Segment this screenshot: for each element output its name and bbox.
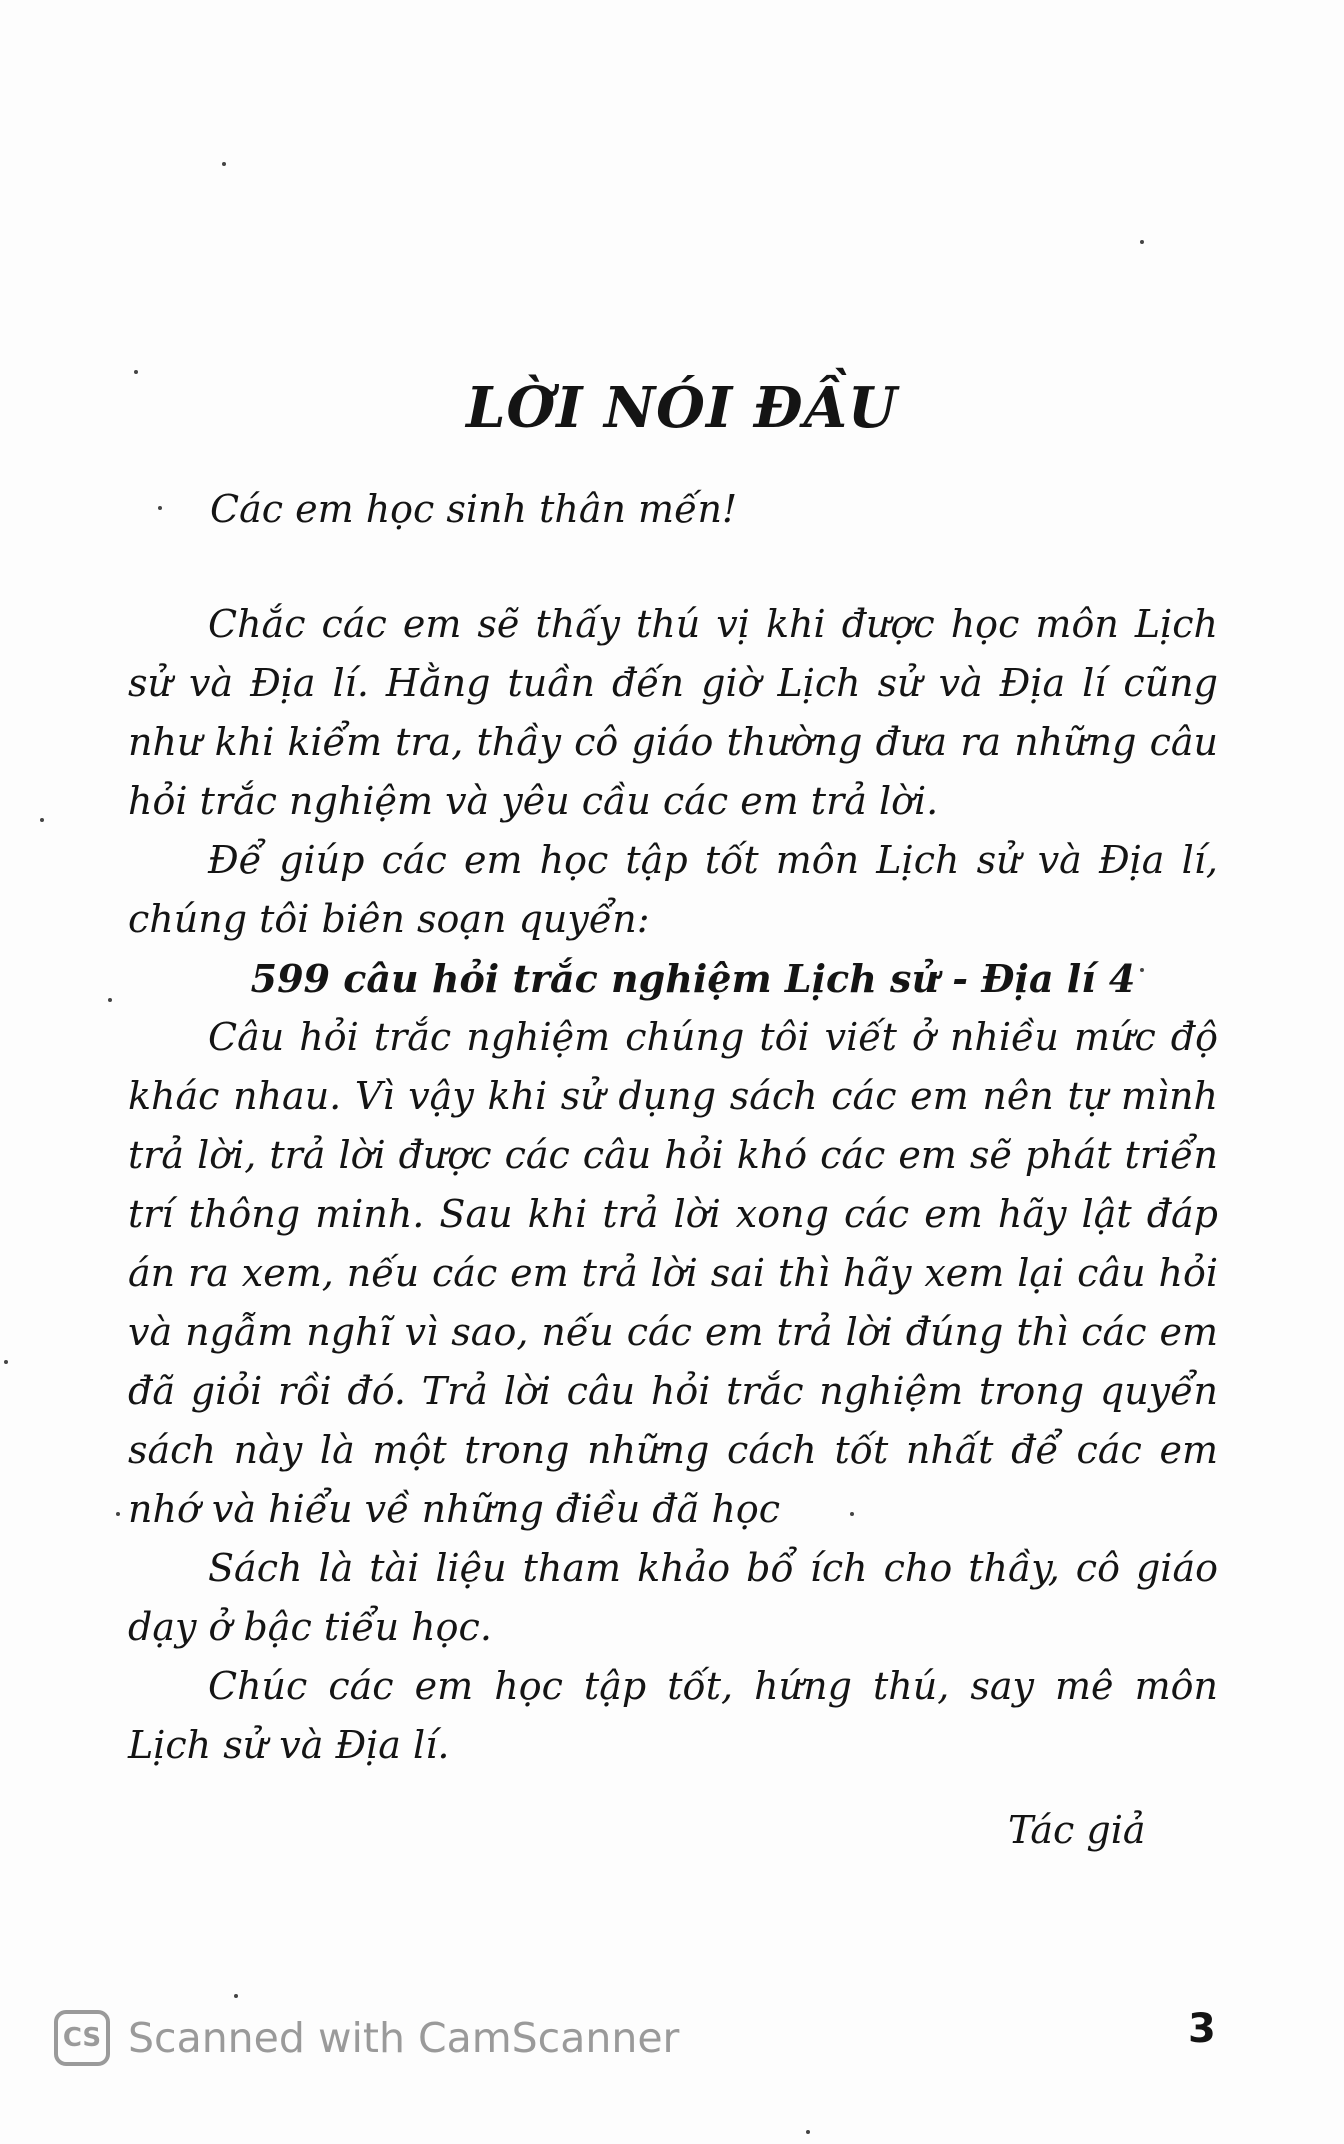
scan-speck bbox=[4, 1360, 8, 1364]
paragraph-gap bbox=[128, 539, 1218, 595]
paragraph-4: Sách là tài liệu tham khảo bổ ích cho thầy, cô giáo dạy ở bậc tiểu học. bbox=[128, 1546, 1218, 1649]
scan-speck bbox=[1140, 240, 1144, 244]
scan-speck bbox=[108, 998, 112, 1002]
scan-speck bbox=[40, 818, 44, 822]
scan-speck bbox=[116, 1512, 120, 1516]
camscanner-watermark bbox=[54, 2010, 679, 2066]
scan-speck bbox=[806, 2130, 810, 2134]
scan-speck bbox=[158, 506, 162, 510]
paragraph-1: Chắc các em sẽ thấy thú vị khi được học môn Lịch sử và Địa lí. Hằng tuần đến giờ Lịch sử và Địa lí cũng như khi kiểm tra, thầy cô giáo thường đưa ra những câu hỏi trắc nghiệm và yêu cầu các em trả lời. bbox=[128, 602, 1218, 823]
watermark-text: Scanned with CamScanner bbox=[128, 2014, 680, 2062]
author-signature: Tác giả bbox=[1008, 1808, 1146, 1852]
preface-body bbox=[128, 480, 1218, 1775]
paragraph-2: Để giúp các em học tập tốt môn Lịch sử và Địa lí, chúng tôi biên soạn quyển: bbox=[128, 838, 1218, 941]
scan-speck bbox=[1140, 968, 1144, 972]
scan-speck bbox=[850, 1512, 854, 1516]
paragraph-3: Câu hỏi trắc nghiệm chúng tôi viết ở nhiều mức độ khác nhau. Vì vậy khi sử dụng sách các em nên tự mình trả lời, trả lời được các câu hỏi khó các em sẽ phát triển trí thông minh. Sau khi trả lời xong các em hãy lật đáp án ra xem, nếu các em trả lời sai thì hãy xem lại câu hỏi và ngẫm nghĩ vì sao, nếu các em trả lời đúng thì các em đã giỏi rồi đó. Trả lời câu hỏi trắc nghiệm trong quyển sách này là một trong những cách tốt nhất để các em nhớ và hiểu về những điều đã học bbox=[128, 1015, 1218, 1531]
page-title: LỜI NÓI ĐẦU bbox=[466, 375, 898, 441]
scan-speck bbox=[234, 1994, 238, 1998]
greeting-line: Các em học sinh thân mến! bbox=[210, 487, 738, 531]
page-number: 3 bbox=[1188, 2006, 1216, 2052]
camscanner-logo-icon: CS bbox=[54, 2010, 110, 2066]
paragraph-5: Chúc các em học tập tốt, hứng thú, say mê môn Lịch sử và Địa lí. bbox=[128, 1664, 1218, 1767]
scan-speck bbox=[222, 162, 226, 166]
scan-speck bbox=[134, 370, 138, 374]
book-title: 599 câu hỏi trắc nghiệm Lịch sử - Địa lí 4 bbox=[250, 956, 1136, 1001]
